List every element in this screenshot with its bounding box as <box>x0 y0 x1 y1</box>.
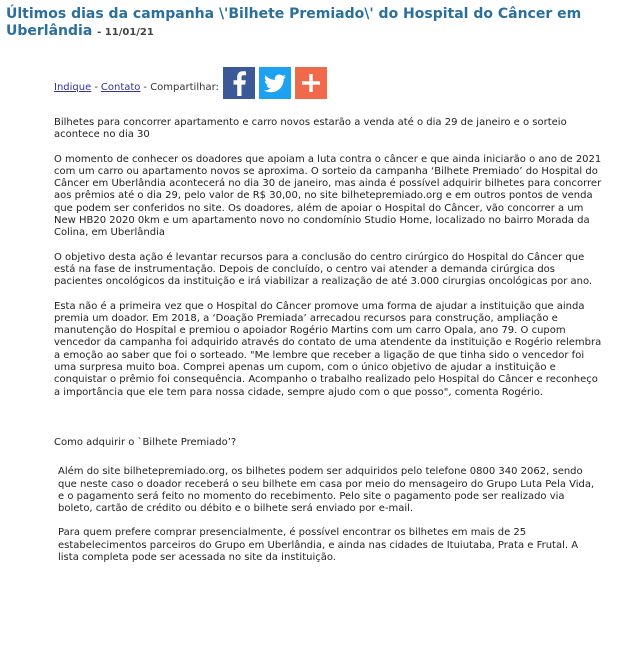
article-toolbar <box>54 58 331 94</box>
facebook-share-button[interactable] <box>223 67 255 99</box>
article-title <box>6 6 606 41</box>
toolbar-separator: - <box>94 82 98 93</box>
article-date: - 11/01/21 <box>97 27 154 38</box>
more-share-button[interactable] <box>295 67 327 99</box>
article-title-text: Últimos dias da campanha \'Bilhete Premiado\' do Hospital do Câncer em Uberlândia <box>6 6 582 39</box>
section-heading: Como adquirir o `Bilhete Premiado’? <box>54 436 237 448</box>
article-body <box>54 117 602 576</box>
contato-link[interactable]: Contato <box>100 82 141 93</box>
article-paragraph: Esta não é a primeira vez que o Hospital do Câncer promove uma forma de ajudar a instituição que ainda premia um doador. Em 2018, a ‘Doação Premiada’ arrecadou recursos para construção, ampliação e manutenção do Hospital e premiou o apoiador Rogério Martins com um carro Opala, ano 79. O cupom vencedor da campanha foi adquirido através do contato de uma atendente da instituição e Rogério relembra a emoção ao saber que foi o sorteado. "Me lembre que receber a ligação de que tinha sido o vencedor foi uma surpresa muito boa. Comprei apenas um cupom, com o único objetivo de ajudar a instituição e conquistar o prêmio foi consequência. Acompanho o trabalho realizado pelo Hospital do Câncer e reconheço a importância que ele tem para nossa cidade, sempre ajudo com o que posso", comenta Rogério. <box>54 300 602 398</box>
article-lead: Bilhetes para concorrer apartamento e carro novos estarão a venda até o dia 29 de janeiro e o sorteio acontece no dia 30 <box>54 117 567 141</box>
article-paragraph: Além do site bilhetepremiado.org, os bilhetes podem ser adquiridos pelo telefone 0800 340 2062, sendo que neste caso o doador receberá o seu bilhete em casa por meio do mensageiro do Grupo Luta Pela Vida, e o pagamento será feito no momento do recebimento. Pelo site o pagamento pode ser realizado via boleto, cartão de crédito ou débito e o bilhete será enviado por e-mail. <box>58 466 595 515</box>
share-label: - Compartilhar: <box>143 82 219 93</box>
indique-link[interactable]: Indique <box>54 82 92 93</box>
twitter-icon <box>259 67 291 99</box>
article-paragraph: Para quem prefere comprar presencialmente, é possível encontrar os bilhetes em mais de 25 estabelecimentos parceiros do Grupo em Uberlândia, e ainda nas cidades de Ituiutaba, Prata e Frutal. A lista completa pode ser acessada no site da instituição. <box>58 527 579 564</box>
plus-icon <box>295 67 327 99</box>
article-paragraph: O momento de conhecer os doadores que apoiam a luta contra o câncer e que ainda iniciarão o ano de 2021 com um carro ou apartamento novos se aproxima. O sorteio da campanha ‘Bilhete Premiado’ do Hospital do Câncer em Uberlândia acontecerá no dia 30 de janeiro, mas ainda é possível adquirir bilhetes para concorrer aos prêmios até o dia 29, pelo valor de R$ 30,00, no site bilhetepremiado.org e em outros pontos de venda que podem ser conferidos no site. Os doadores, além de apoiar o Hospital do Câncer, vão concorrer a um New HB20 2020 0km e um apartamento novo no condomínio Studio Home, localizado no bairro Morada da Colina, em Uberlândia <box>54 153 602 239</box>
article-paragraph: O objetivo desta ação é levantar recursos para a conclusão do centro cirúrgico do Hospital do Câncer que está na fase de instrumentação. Depois de concluído, o centro vai atender a demanda cirúrgica dos pacientes oncológicos da instituição e irá viabilizar a realização de até 3.000 cirurgias oncológicas por ano. <box>54 251 593 288</box>
twitter-share-button[interactable] <box>259 67 291 99</box>
facebook-icon <box>223 67 255 99</box>
